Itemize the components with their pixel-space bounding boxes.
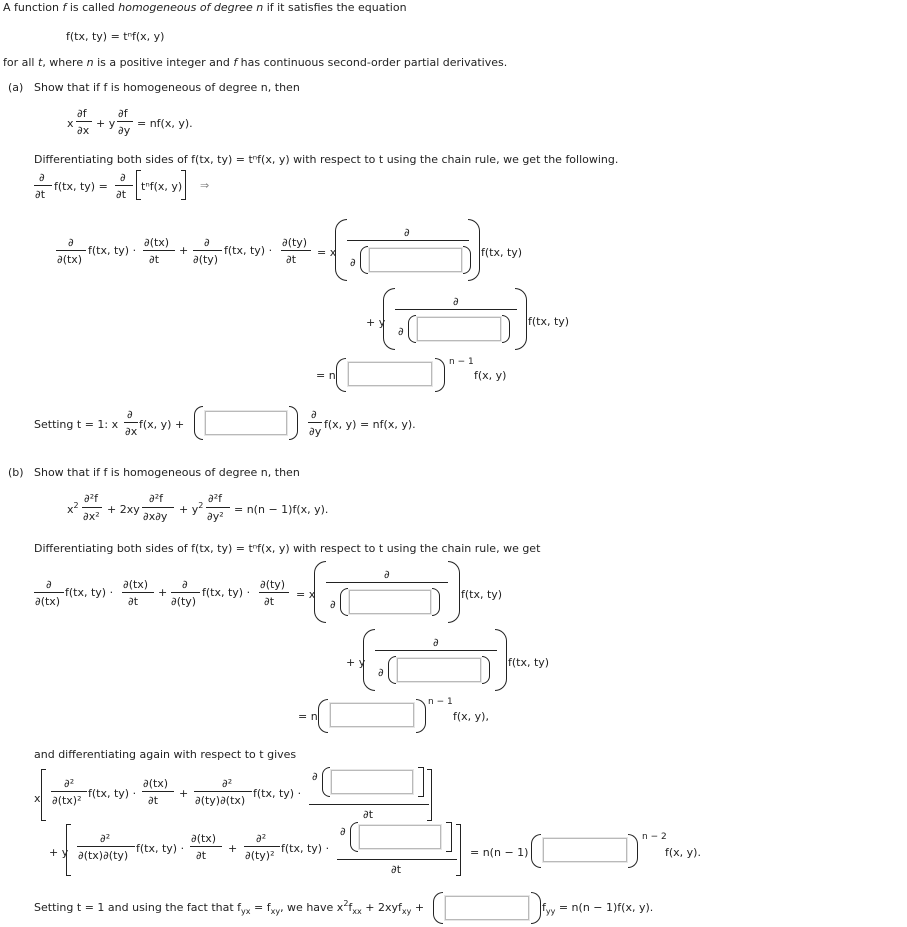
b-paren-right-2 bbox=[495, 629, 507, 691]
answer-input-b2[interactable] bbox=[398, 659, 480, 681]
b2-d2-3: ∂² bbox=[100, 832, 111, 845]
b-have: , we have x bbox=[280, 901, 344, 914]
b-d-3: ∂ bbox=[384, 568, 390, 581]
part-b-again-text: and differentiating again with respect to t gives bbox=[34, 748, 297, 761]
b-dty: ∂(ty) bbox=[171, 595, 197, 608]
answer-input-b5[interactable] bbox=[360, 826, 440, 848]
a-bracket-right bbox=[181, 170, 186, 200]
a-fxy-plus: f(x, y) + bbox=[139, 418, 185, 431]
a-paren-inner-l1 bbox=[360, 246, 368, 274]
b-eq-n: = n bbox=[298, 710, 318, 723]
eq-a-df2: ∂f bbox=[118, 107, 128, 120]
a-frac-dy bbox=[308, 422, 322, 423]
a-paren-right-1 bbox=[468, 219, 480, 281]
b2-fxy-period: f(x, y). bbox=[665, 846, 701, 859]
b-ftxty-1: f(tx, ty) bbox=[461, 588, 503, 601]
answer-box-a2[interactable] bbox=[417, 317, 501, 341]
a-dty-num: ∂(ty) bbox=[282, 236, 308, 249]
a-bracket-content: tⁿf(x, y) bbox=[141, 180, 183, 193]
b-fxy-comma: f(x, y), bbox=[453, 710, 489, 723]
b-setting-line bbox=[34, 901, 424, 914]
b2-frac-dtydtx bbox=[194, 791, 252, 792]
eq-b-frac3 bbox=[206, 507, 230, 508]
b-eq-f: = f bbox=[250, 901, 271, 914]
a-frac-dt1 bbox=[34, 185, 52, 186]
b-plus: + bbox=[411, 901, 425, 914]
answer-box-b1[interactable] bbox=[349, 590, 431, 614]
b2-dt-2: ∂t bbox=[196, 849, 207, 862]
b-sub-xy-2: xy bbox=[401, 907, 412, 916]
b2-n-minus-2: n − 2 bbox=[642, 832, 667, 842]
part-b-statement: Show that if f is homogeneous of degree n, then bbox=[34, 466, 300, 479]
b-frac-dtx bbox=[34, 592, 64, 593]
intro-f: f bbox=[62, 1, 67, 14]
answer-box-b4[interactable] bbox=[331, 770, 413, 794]
b2-x: x bbox=[34, 792, 41, 805]
b2-paren-left-rhs bbox=[531, 834, 541, 868]
b-paren-right-1 bbox=[448, 561, 460, 623]
a-ftxty-2: f(tx, ty) bbox=[528, 315, 570, 328]
b2-bracket-left-1 bbox=[41, 769, 46, 821]
a-paren-inner-r2 bbox=[502, 315, 510, 343]
b2-bracket-inner-r2 bbox=[446, 822, 452, 852]
b-dtx-num: ∂(tx) bbox=[123, 578, 149, 591]
a-ftxty-1: f(tx, ty) bbox=[481, 246, 523, 259]
intro-text: has continuous second-order partial derivatives. bbox=[237, 56, 508, 69]
b2-ftxty-dot-3: f(tx, ty) · bbox=[136, 842, 185, 855]
a-fxy: f(x, y) bbox=[474, 369, 507, 382]
eq-a-dx: ∂x bbox=[77, 124, 90, 137]
b-sub-xy-1: xy bbox=[270, 907, 281, 916]
a-paren-right-2 bbox=[515, 288, 527, 350]
b2-dt-big1: ∂t bbox=[363, 808, 374, 821]
a-d-1: ∂ bbox=[39, 171, 45, 184]
b-f: f bbox=[348, 901, 353, 914]
answer-box-b7[interactable] bbox=[445, 896, 529, 920]
b-ftxty-dot-2: f(tx, ty) · bbox=[202, 586, 251, 599]
answer-input-b6[interactable] bbox=[544, 839, 626, 861]
b-final-line bbox=[542, 901, 653, 914]
b2-frac-dtxdt-2 bbox=[190, 846, 222, 847]
b-d-6: ∂ bbox=[378, 666, 384, 679]
eq-b-y-var: + y bbox=[179, 503, 199, 516]
answer-box-a3[interactable] bbox=[348, 362, 432, 386]
b2-bracket-right-1 bbox=[427, 769, 432, 821]
eq-a-rhs: = nf(x, y). bbox=[137, 117, 193, 130]
a-eq-n: = n bbox=[316, 369, 336, 382]
a-frac-dt2 bbox=[115, 185, 133, 186]
b-d-2: ∂ bbox=[182, 578, 188, 591]
eq-a-dy: ∂y bbox=[118, 124, 131, 137]
b-frac-dtydt bbox=[259, 592, 289, 593]
a-ftxty-dot-1: f(tx, ty) · bbox=[88, 244, 137, 257]
intro-text: A function bbox=[3, 1, 63, 14]
b2-ftxty-dot-1: f(tx, ty) · bbox=[88, 787, 137, 800]
eq-a-plus-y: + y bbox=[96, 117, 116, 130]
a-dtx-num: ∂(tx) bbox=[144, 236, 170, 249]
a-d-2: ∂ bbox=[120, 171, 126, 184]
answer-input-a1[interactable] bbox=[370, 249, 461, 271]
a-dy: ∂y bbox=[309, 425, 322, 438]
a-dt-3: ∂t bbox=[149, 253, 160, 266]
intro-homog: homogeneous of degree n bbox=[118, 1, 264, 14]
b2-dtxdty: ∂(tx)∂(ty) bbox=[78, 849, 129, 862]
a-dt-1: ∂t bbox=[35, 188, 46, 201]
eq-b-x-var: x bbox=[67, 503, 74, 516]
b2-rhs: = n(n − 1) bbox=[470, 846, 529, 859]
b2-dt-big2: ∂t bbox=[391, 863, 402, 876]
b-d-4: ∂ bbox=[330, 598, 336, 611]
eq-b-dx2: ∂x² bbox=[83, 510, 100, 523]
b-final: = n(n − 1)f(x, y). bbox=[555, 901, 654, 914]
a-d-7: ∂ bbox=[453, 295, 459, 308]
answer-box-b2[interactable] bbox=[397, 658, 481, 682]
b2-plus-1: + bbox=[179, 787, 189, 800]
b2-paren-right-rhs bbox=[628, 834, 638, 868]
b-ftxty-dot-1: f(tx, ty) · bbox=[65, 586, 114, 599]
b-plus-1: + bbox=[158, 586, 168, 599]
b-paren-left-3 bbox=[318, 699, 328, 733]
intro-text: is called bbox=[66, 1, 119, 14]
a-dtx: ∂(tx) bbox=[57, 253, 83, 266]
b2-bracket-inner-r1 bbox=[418, 767, 424, 797]
b2-bracket-left-2 bbox=[66, 824, 71, 876]
answer-box-b3[interactable] bbox=[330, 703, 414, 727]
a-dty: ∂(ty) bbox=[193, 253, 219, 266]
a-lhs-f: f(tx, ty) = bbox=[54, 180, 108, 193]
b-d-5: ∂ bbox=[433, 636, 439, 649]
b2-dtx2: ∂(tx)² bbox=[52, 794, 82, 807]
b-paren-inner-l1 bbox=[340, 588, 348, 616]
b-plus-y: + y bbox=[346, 656, 366, 669]
eq-a-frac2 bbox=[117, 121, 133, 122]
a-paren-left-3 bbox=[336, 358, 346, 392]
intro-n: n bbox=[86, 56, 94, 69]
eq-b-x-exp: 2 bbox=[73, 501, 79, 510]
b-n-minus-1: n − 1 bbox=[428, 697, 453, 707]
answer-input-b7[interactable] bbox=[446, 897, 528, 919]
answer-box-b6[interactable] bbox=[543, 838, 627, 862]
eq-b-d2f-3: ∂²f bbox=[208, 492, 222, 505]
eq-b-rhs: = n(n − 1)f(x, y). bbox=[234, 503, 329, 516]
b2-dt-1: ∂t bbox=[148, 794, 159, 807]
a-paren-left-4 bbox=[194, 406, 203, 440]
a-dt-2: ∂t bbox=[116, 188, 127, 201]
b-paren-inner-r2 bbox=[482, 656, 490, 684]
a-paren-left-1 bbox=[335, 219, 347, 281]
a-paren-right-4 bbox=[289, 406, 298, 440]
part-a-diff-text: Differentiating both sides of f(tx, ty) = tⁿf(x, y) with respect to t using the chain rule, we get the following. bbox=[34, 153, 619, 166]
part-a-statement: Show that if f is homogeneous of degree n, then bbox=[34, 81, 300, 94]
eq-b-frac2 bbox=[142, 507, 174, 508]
a-d-9: ∂ bbox=[127, 408, 133, 421]
eq-b-d2f-1: ∂²f bbox=[84, 492, 98, 505]
eq-b-dy2: ∂y² bbox=[207, 510, 224, 523]
a-setting: Setting t = 1: x bbox=[34, 418, 119, 431]
a-eq-x: = x bbox=[317, 246, 337, 259]
b2-dty2: ∂(ty)² bbox=[245, 849, 275, 862]
answer-input-b3[interactable] bbox=[331, 704, 413, 726]
b2-dtx-num-2: ∂(tx) bbox=[191, 832, 217, 845]
a-frac-dtxdt bbox=[143, 250, 175, 251]
a-d-8: ∂ bbox=[398, 325, 404, 338]
intro-equation: f(tx, ty) = tⁿf(x, y) bbox=[66, 30, 165, 43]
b-frac-dtxdt bbox=[122, 592, 154, 593]
b-paren-left-2 bbox=[363, 629, 375, 691]
answer-box-a4[interactable] bbox=[205, 411, 287, 435]
part-b-label: (b) bbox=[8, 466, 24, 479]
a-paren-right-3 bbox=[435, 358, 445, 392]
b2-frac-big2 bbox=[337, 859, 457, 860]
intro-line-1 bbox=[3, 1, 407, 14]
intro-f: f bbox=[233, 56, 238, 69]
a-plus-1: + bbox=[179, 244, 189, 257]
a-frac-dty bbox=[193, 250, 222, 251]
a-d-3: ∂ bbox=[68, 236, 74, 249]
part-b-diff-text: Differentiating both sides of f(tx, ty) = tⁿf(x, y) with respect to t using the chain rule, we get bbox=[34, 542, 541, 555]
a-frac-big2 bbox=[395, 309, 517, 310]
intro-text: , where bbox=[42, 56, 87, 69]
intro-text: for all bbox=[3, 56, 38, 69]
a-frac-big1 bbox=[347, 240, 469, 241]
b-sub-xx: xx bbox=[352, 907, 362, 916]
b-dtx: ∂(tx) bbox=[35, 595, 61, 608]
b2-frac-dty2 bbox=[244, 846, 280, 847]
b-final-paren-right bbox=[531, 892, 541, 924]
answer-input-a2[interactable] bbox=[418, 318, 500, 340]
eq-a-frac1 bbox=[76, 121, 92, 122]
a-frac-dx bbox=[124, 422, 138, 423]
b2-paren-inner-l2 bbox=[350, 822, 358, 852]
b-setting-pre: Setting t = 1 and using the fact that f bbox=[34, 901, 242, 914]
b-final-f: f bbox=[542, 901, 546, 914]
eq-b-plus-y2 bbox=[179, 503, 203, 516]
b2-frac-dtxdt-1 bbox=[142, 791, 174, 792]
b2-dtx-num-1: ∂(tx) bbox=[143, 777, 169, 790]
eq-b-y-exp: 2 bbox=[198, 501, 204, 510]
b-paren-right-3 bbox=[416, 699, 426, 733]
b2-d2-1: ∂² bbox=[64, 777, 75, 790]
eq-a-df1: ∂f bbox=[77, 107, 87, 120]
b2-frac-big1 bbox=[309, 804, 429, 805]
b-ftxty-2: f(tx, ty) bbox=[508, 656, 550, 669]
b2-frac-dtxdty bbox=[77, 846, 135, 847]
a-plus-y: + y bbox=[366, 316, 386, 329]
b-final-paren-left bbox=[433, 892, 443, 924]
b-frac-big2 bbox=[375, 650, 497, 651]
b-plus-2xyf: + 2xyf bbox=[361, 901, 402, 914]
a-frac-dtydt bbox=[281, 250, 311, 251]
b2-paren-inner-l1 bbox=[322, 767, 330, 797]
intro-text: is a positive integer and bbox=[93, 56, 234, 69]
b2-plus-2: + bbox=[228, 842, 238, 855]
b2-ftxty-dot-4: f(tx, ty) · bbox=[281, 842, 330, 855]
eq-b-d2f-2: ∂²f bbox=[149, 492, 163, 505]
b-paren-inner-l2 bbox=[388, 656, 396, 684]
intro-t: t bbox=[37, 56, 43, 69]
answer-input-b4[interactable] bbox=[332, 771, 412, 793]
b-frac-big1 bbox=[326, 582, 448, 583]
a-d-10: ∂ bbox=[311, 408, 317, 421]
eq-b-frac1 bbox=[82, 507, 102, 508]
answer-box-b5[interactable] bbox=[359, 825, 441, 849]
b-sub-yx: yx bbox=[241, 907, 251, 916]
answer-box-a1[interactable] bbox=[369, 248, 462, 272]
a-d-5: ∂ bbox=[404, 226, 410, 239]
b-dt-2: ∂t bbox=[264, 595, 275, 608]
a-arrow: ⇒ bbox=[200, 179, 210, 192]
eq-b-x bbox=[67, 503, 79, 516]
b-sub-yy: yy bbox=[545, 907, 556, 916]
answer-input-b1[interactable] bbox=[350, 591, 430, 613]
b2-bracket-right-2 bbox=[456, 824, 461, 876]
b-eq-x: = x bbox=[296, 588, 316, 601]
a-dt-4: ∂t bbox=[286, 253, 297, 266]
b2-dtydtx: ∂(ty)∂(tx) bbox=[195, 794, 246, 807]
a-n-minus-1: n − 1 bbox=[449, 357, 474, 367]
b-dty-num: ∂(ty) bbox=[260, 578, 286, 591]
a-frac-dtx bbox=[56, 250, 86, 251]
a-d-6: ∂ bbox=[350, 256, 356, 269]
eq-a-x: x bbox=[67, 117, 74, 130]
b2-ftxty-dot-2: f(tx, ty) · bbox=[253, 787, 302, 800]
part-a-label: (a) bbox=[8, 81, 24, 94]
a-paren-inner-l2 bbox=[408, 315, 416, 343]
a-d-4: ∂ bbox=[204, 236, 210, 249]
b-d-1: ∂ bbox=[46, 578, 52, 591]
b-dt-1: ∂t bbox=[128, 595, 139, 608]
b2-d-big1: ∂ bbox=[312, 770, 318, 783]
a-dx: ∂x bbox=[125, 425, 138, 438]
a-ftxty-dot-2: f(tx, ty) · bbox=[224, 244, 273, 257]
b2-d-big2: ∂ bbox=[340, 825, 346, 838]
intro-line-2 bbox=[3, 56, 507, 69]
intro-text: if it satisfies the equation bbox=[263, 1, 407, 14]
b2-plus-y: + y bbox=[49, 846, 69, 859]
b-x-exp: 2 bbox=[343, 899, 349, 908]
b-paren-left-1 bbox=[314, 561, 326, 623]
a-final: f(x, y) = nf(x, y). bbox=[324, 418, 416, 431]
b2-d2-4: ∂² bbox=[256, 832, 267, 845]
eq-b-dxdy: ∂x∂y bbox=[143, 510, 168, 523]
b2-frac-dtx2 bbox=[51, 791, 87, 792]
eq-b-plus-2xy: + 2xy bbox=[107, 503, 140, 516]
b2-d2-2: ∂² bbox=[222, 777, 233, 790]
answer-input-a4[interactable] bbox=[206, 412, 286, 434]
answer-input-a3[interactable] bbox=[349, 363, 431, 385]
a-paren-left-2 bbox=[383, 288, 395, 350]
b-paren-inner-r1 bbox=[432, 588, 440, 616]
b-frac-dty bbox=[171, 592, 200, 593]
